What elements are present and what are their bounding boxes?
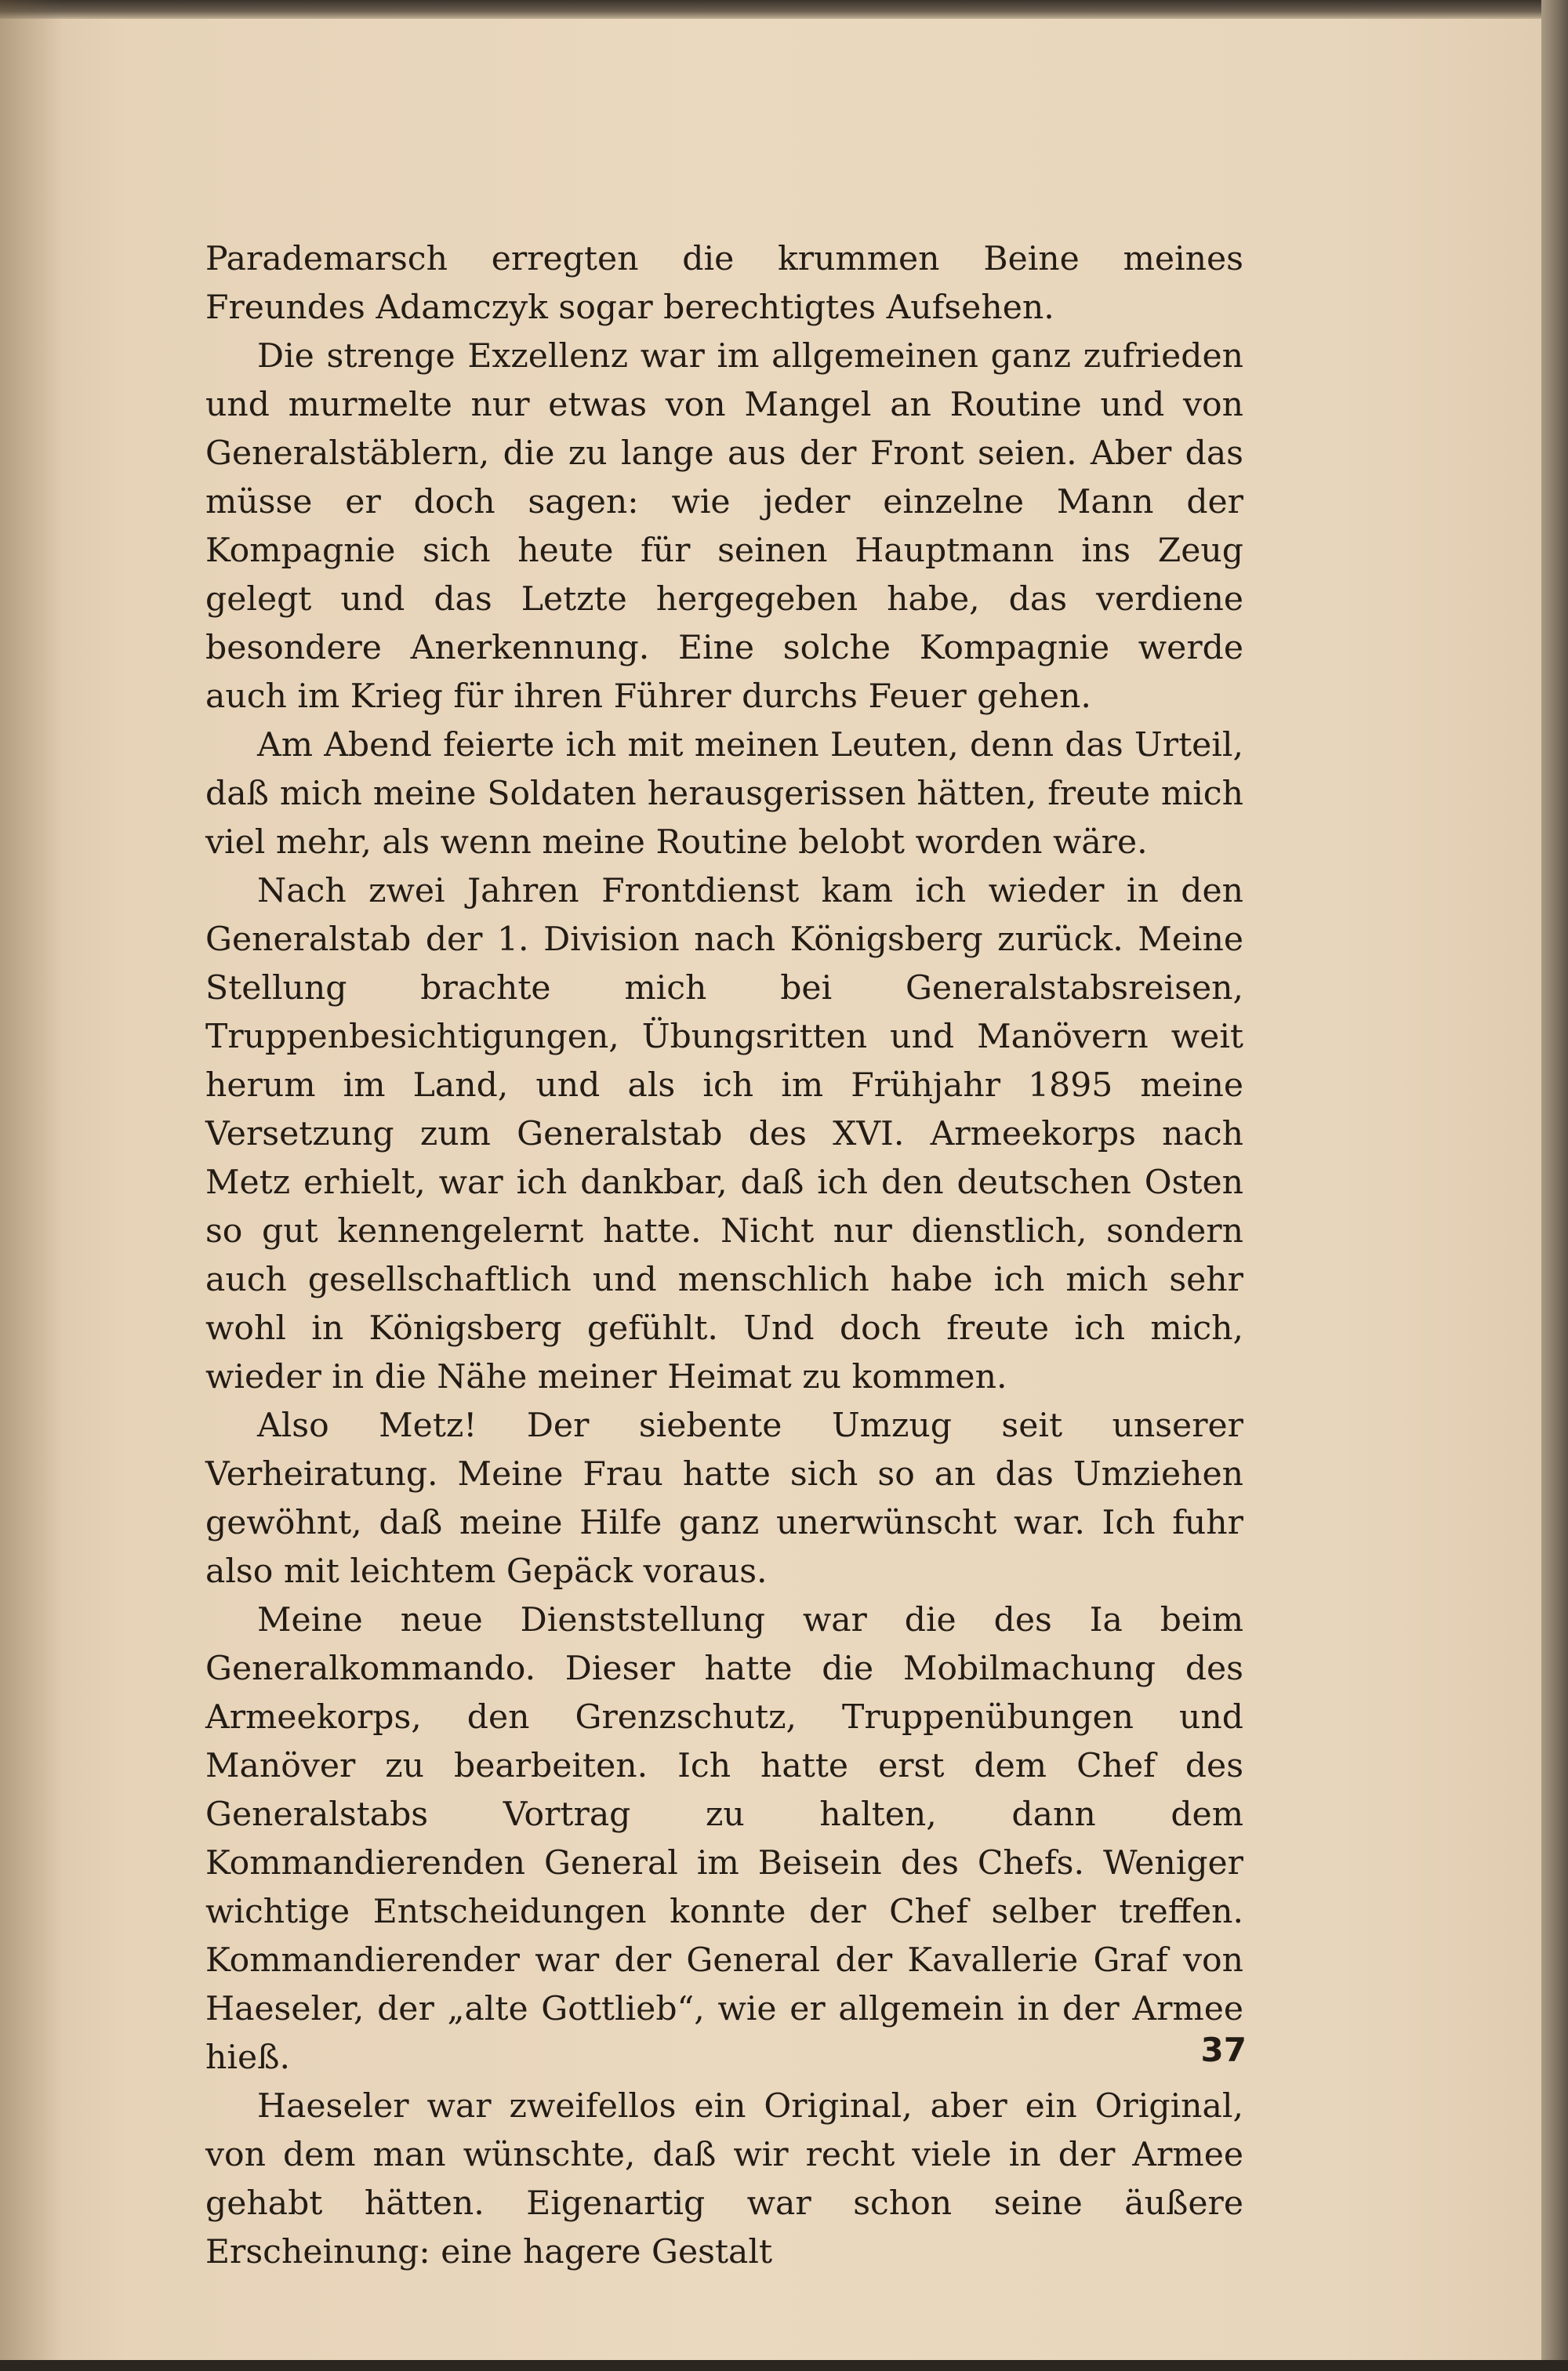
paragraph: Haeseler war zweifellos ein Original, aber ein Original, von dem man wünschte, daß wir recht viele in der Armee gehabt hätten. Eigenartig war schon seine äußere Erscheinung: eine hagere Gestalt xyxy=(205,2087,1243,2271)
paragraph: Parademarsch erregten die krummen Beine meines Freundes Adamczyk sogar berechtigtes Aufsehen. xyxy=(205,240,1243,327)
spine-shadow xyxy=(0,0,63,2371)
paragraph: Die strenge Exzellenz war im allgemeinen ganz zufrieden und murmelte nur etwas von Mangel an Routine und von Generalstäblern, die zu lange aus der Front seien. Aber das müsse er doch sagen: wie jeder einzelne Mann der Kompagnie sich heute für seinen Hauptmann ins Zeug gelegt und das Letzte hergegeben habe, das verdiene besondere Anerkennung. Eine solche Kompagnie werde auch im Krieg für ihren Führer durchs Feuer gehen. xyxy=(205,337,1243,716)
paragraph: Nach zwei Jahren Frontdienst kam ich wieder in den Generalstab der 1. Division nach Königsberg zurück. Meine Stellung brachte mich bei Generalstabsreisen, Truppenbesichtigungen, Übungsritten und Manövern weit herum im Land, und als ich im Frühjahr 1895 meine Versetzung zum Generalstab des XVI. Armeekorps nach Metz erhielt, war ich dankbar, daß ich den deutschen Osten so gut kennengelernt hatte. Nicht nur dienstlich, sondern auch gesellschaftlich und menschlich habe ich mich sehr wohl in Königsberg gefühlt. Und doch freute ich mich, wieder in die Nähe meiner Heimat zu kommen. xyxy=(205,872,1243,1396)
page-top-edge xyxy=(0,0,1568,19)
paragraph: Also Metz! Der siebente Umzug seit unserer Verheiratung. Meine Frau hatte sich so an das Umziehen gewöhnt, daß meine Hilfe ganz unerwünscht war. Ich fuhr also mit leichtem Gepäck voraus. xyxy=(205,1407,1243,1591)
page-bottom-edge xyxy=(0,2360,1568,2371)
page-number: 37 xyxy=(1200,2031,1247,2069)
book-cover-edge xyxy=(1541,0,1568,2371)
body-text xyxy=(205,235,1243,2277)
paragraph: Am Abend feierte ich mit meinen Leuten, denn das Urteil, daß mich meine Soldaten herausgerissen hätten, freute mich viel mehr, als wenn meine Routine belobt worden wäre. xyxy=(205,726,1243,862)
paragraph: Meine neue Dienststellung war die des Ia beim Generalkommando. Dieser hatte die Mobilmachung des Armeekorps, den Grenzschutz, Truppenübungen und Manöver zu bearbeiten. Ich hatte erst dem Chef des Generalstabs Vortrag zu halten, dann dem Kommandierenden General im Beisein des Chefs. Weniger wichtige Entscheidungen konnte der Chef selber treffen. Kommandierender war der General der Kavallerie Graf von Haeseler, der „alte Gottlieb“, wie er allgemein in der Armee hieß. xyxy=(205,1601,1243,2077)
